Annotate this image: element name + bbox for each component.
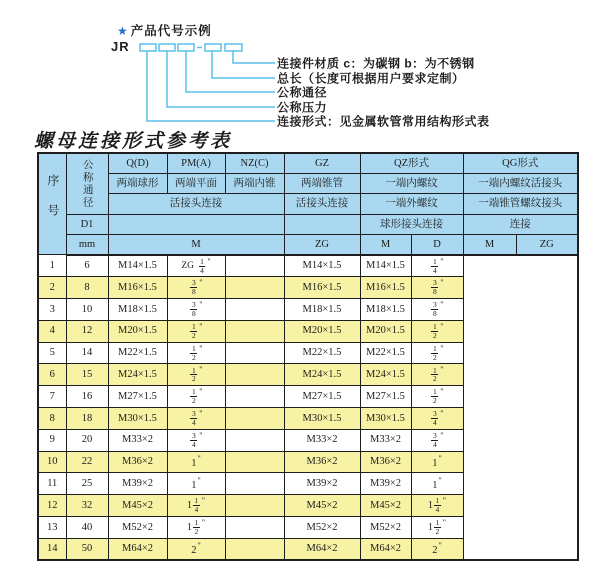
legend-label-length: 总长（长度可根据用户要求定制） — [277, 71, 465, 86]
header-pma-desc: 两端平面 — [167, 173, 225, 193]
header-qd: Q(D) — [108, 153, 167, 173]
cell-gz-zg: 1 $\frac{1}{4}$ " — [167, 495, 225, 517]
cell-qz-d: M64×2 — [284, 538, 360, 560]
cell-dn-mm: 14 — [66, 342, 108, 364]
legend-label-material: 连接件材质 c：为碳钢 b：为不锈钢 — [277, 56, 475, 71]
cell-qg-zg: $\frac{1}{2}$ " — [411, 386, 463, 408]
cell-qg-m: M33×2 — [360, 429, 411, 451]
cell-qz-d: M45×2 — [284, 495, 360, 517]
cell-dn-mm: 50 — [66, 538, 108, 560]
header-qz-m: M — [360, 235, 411, 255]
header-nzc: NZ(C) — [225, 153, 284, 173]
cell-qg-m: M64×2 — [360, 538, 411, 560]
header-qz-desc2: 一端外螺纹 — [360, 194, 463, 214]
cell-qz-m — [225, 429, 284, 451]
cell-qg-m: M24×1.5 — [360, 364, 411, 386]
code-digit-box — [178, 44, 194, 51]
cell-qz-d: M24×1.5 — [284, 364, 360, 386]
cell-index: 13 — [38, 517, 66, 539]
cell-qg-zg: $\frac{3}{8}$ " — [411, 277, 463, 299]
cell-qz-d: M27×1.5 — [284, 386, 360, 408]
cell-qg-zg: 1" — [411, 473, 463, 495]
cell-gz-zg: 1" — [167, 473, 225, 495]
cell-qg-zg: $\frac{1}{4}$ " — [411, 255, 463, 277]
cell-qz-d: M16×1.5 — [284, 277, 360, 299]
header-union-connection: 活接头连接 — [108, 194, 284, 214]
header-nominal-diameter-label: 公称通径 — [81, 158, 93, 209]
cell-qg-m: M18×1.5 — [360, 299, 411, 321]
table-row — [38, 517, 578, 539]
header-qg: QG形式 — [463, 153, 578, 173]
header-qd-desc: 两端球形 — [108, 173, 167, 193]
legend-label-connection: 连接形式：见金属软管常用结构形式表 — [277, 114, 490, 129]
table-row — [38, 299, 578, 321]
cell-index: 10 — [38, 451, 66, 473]
cell-qg-zg: 1 $\frac{1}{2}$ " — [411, 517, 463, 539]
cell-gz-zg: $\frac{1}{2}$ " — [167, 386, 225, 408]
cell-gz-zg: 1" — [167, 451, 225, 473]
header-qg-desc3: 连接 — [463, 214, 578, 234]
cell-qg-zg: $\frac{3}{4}$ " — [411, 429, 463, 451]
cell-qz-d: M20×1.5 — [284, 320, 360, 342]
legend-label-diameter: 公称通径 — [277, 85, 328, 100]
header-qg-desc1: 一端内螺纹活接头 — [463, 173, 578, 193]
cell-thread-m: M14×1.5 — [108, 255, 167, 277]
legend-label-pressure: 公称压力 — [277, 100, 328, 115]
cell-dn-mm: 8 — [66, 277, 108, 299]
header-qz-d: D — [411, 235, 463, 255]
star-icon: ★ — [117, 24, 129, 38]
cell-thread-m: M64×2 — [108, 538, 167, 560]
header-qg-m: M — [463, 235, 516, 255]
header-qz-desc1: 一端内螺纹 — [360, 173, 463, 193]
table-row — [38, 495, 578, 517]
table-row — [38, 473, 578, 495]
cell-gz-zg: $\frac{3}{4}$ " — [167, 408, 225, 430]
cell-dn-mm: 10 — [66, 299, 108, 321]
cell-index: 5 — [38, 342, 66, 364]
code-digit-box — [159, 44, 175, 51]
header-blank-m — [108, 214, 284, 234]
cell-qg-zg: $\frac{3}{8}$ " — [411, 299, 463, 321]
header-gz: GZ — [284, 153, 360, 173]
cell-dn-mm: 6 — [66, 255, 108, 277]
table-row — [38, 451, 578, 473]
cell-dn-mm: 22 — [66, 451, 108, 473]
table-body — [38, 255, 578, 560]
table-row — [38, 429, 578, 451]
cell-dn-mm: 15 — [66, 364, 108, 386]
cell-gz-zg: $\frac{3}{8}$ " — [167, 299, 225, 321]
cell-dn-mm: 18 — [66, 408, 108, 430]
cell-qg-m: M45×2 — [360, 495, 411, 517]
cell-index: 9 — [38, 429, 66, 451]
cell-qg-m: M20×1.5 — [360, 320, 411, 342]
cell-dn-mm: 40 — [66, 517, 108, 539]
code-prefix: JR — [111, 39, 130, 54]
cell-index: 11 — [38, 473, 66, 495]
cell-qg-m: M22×1.5 — [360, 342, 411, 364]
cell-qg-zg: 1" — [411, 451, 463, 473]
cell-thread-m: M24×1.5 — [108, 364, 167, 386]
cell-gz-zg: 1 $\frac{1}{2}$ " — [167, 517, 225, 539]
cell-thread-m: M52×2 — [108, 517, 167, 539]
header-qg-zg: ZG — [516, 235, 578, 255]
cell-qg-zg: 2" — [411, 538, 463, 560]
legend-line-connection — [147, 51, 275, 121]
cell-qz-d: M14×1.5 — [284, 255, 360, 277]
cell-gz-zg: $\frac{1}{2}$ " — [167, 364, 225, 386]
cell-index: 2 — [38, 277, 66, 299]
header-nzc-desc: 两端内锥 — [225, 173, 284, 193]
cell-qg-m: M30×1.5 — [360, 408, 411, 430]
cell-qz-m — [225, 473, 284, 495]
cell-qz-m — [225, 364, 284, 386]
cell-qz-m — [225, 517, 284, 539]
cell-qz-m — [225, 495, 284, 517]
cell-index: 4 — [38, 320, 66, 342]
table-row — [38, 342, 578, 364]
cell-qz-d: M30×1.5 — [284, 408, 360, 430]
cell-qz-m — [225, 320, 284, 342]
cell-index: 1 — [38, 255, 66, 277]
cell-thread-m: M20×1.5 — [108, 320, 167, 342]
cell-qg-zg: $\frac{1}{2}$ " — [411, 342, 463, 364]
cell-qg-m: M27×1.5 — [360, 386, 411, 408]
legend-line-pressure — [167, 51, 275, 107]
table-row — [38, 408, 578, 430]
diagram-heading-text: 产品代号示例 — [130, 24, 212, 38]
table-row — [38, 277, 578, 299]
code-digit-box — [205, 44, 221, 51]
cell-gz-zg: $\frac{1}{2}$ " — [167, 320, 225, 342]
cell-qg-m: M36×2 — [360, 451, 411, 473]
cell-dn-mm: 16 — [66, 386, 108, 408]
header-index — [38, 153, 66, 255]
cell-qg-m: M16×1.5 — [360, 277, 411, 299]
cell-qg-zg: $\frac{1}{2}$ " — [411, 364, 463, 386]
cell-qz-m — [225, 342, 284, 364]
cell-qz-d: M52×2 — [284, 517, 360, 539]
cell-thread-m: M33×2 — [108, 429, 167, 451]
cell-gz-zg: $\frac{1}{2}$ " — [167, 342, 225, 364]
header-gz-connection: 活接头连接 — [284, 194, 360, 214]
cell-qg-zg: $\frac{3}{4}$ " — [411, 408, 463, 430]
cell-index: 6 — [38, 364, 66, 386]
cell-thread-m: M22×1.5 — [108, 342, 167, 364]
legend-line-length — [212, 51, 275, 78]
cell-thread-m: M16×1.5 — [108, 277, 167, 299]
cell-dn-mm: 25 — [66, 473, 108, 495]
header-thread-zg: ZG — [284, 235, 360, 255]
cell-qz-d: M36×2 — [284, 451, 360, 473]
cell-gz-zg: $\frac{3}{8}$ " — [167, 277, 225, 299]
header-pma: PM(A) — [167, 153, 225, 173]
page-title: 螺母连接形式参考表 — [34, 131, 233, 152]
cell-dn-mm: 20 — [66, 429, 108, 451]
header-index-label: 序号 — [45, 174, 60, 235]
cell-thread-m: M36×2 — [108, 451, 167, 473]
code-digit-box — [225, 44, 242, 51]
nut-connection-table — [37, 152, 579, 561]
cell-qz-m — [225, 277, 284, 299]
cell-qz-m — [225, 451, 284, 473]
header-qz: QZ形式 — [360, 153, 463, 173]
cell-thread-m: M45×2 — [108, 495, 167, 517]
cell-gz-zg: $\frac{3}{4}$ " — [167, 429, 225, 451]
cell-index: 14 — [38, 538, 66, 560]
cell-qz-m — [225, 538, 284, 560]
diagram-heading — [117, 21, 212, 39]
cell-gz-zg: ZG $\frac{1}{4}$ " — [167, 255, 225, 277]
header-qg-desc2: 一端锥管螺纹接头 — [463, 194, 578, 214]
table-row — [38, 386, 578, 408]
cell-thread-m: M27×1.5 — [108, 386, 167, 408]
cell-dn-mm: 12 — [66, 320, 108, 342]
cell-qg-m: M39×2 — [360, 473, 411, 495]
cell-qz-m — [225, 255, 284, 277]
header-gz-desc: 两端锥管 — [284, 173, 360, 193]
cell-thread-m: M30×1.5 — [108, 408, 167, 430]
cell-qz-d: M39×2 — [284, 473, 360, 495]
cell-qz-m — [225, 408, 284, 430]
table-row — [38, 320, 578, 342]
cell-gz-zg: 2" — [167, 538, 225, 560]
cell-qg-m: M52×2 — [360, 517, 411, 539]
cell-qg-zg: $\frac{1}{2}$ " — [411, 320, 463, 342]
header-d1: D1 — [66, 214, 108, 234]
header-thread-m: M — [108, 235, 284, 255]
header-blank-gz — [284, 214, 360, 234]
cell-dn-mm: 32 — [66, 495, 108, 517]
cell-thread-m: M39×2 — [108, 473, 167, 495]
header-nominal-diameter — [66, 153, 108, 214]
cell-index: 7 — [38, 386, 66, 408]
cell-qz-d: M33×2 — [284, 429, 360, 451]
cell-qz-m — [225, 386, 284, 408]
table-row — [38, 364, 578, 386]
cell-qg-zg: 1 $\frac{1}{4}$ " — [411, 495, 463, 517]
cell-qz-m — [225, 299, 284, 321]
code-digit-box — [140, 44, 156, 51]
cell-index: 12 — [38, 495, 66, 517]
table-row — [38, 538, 578, 560]
table-header — [38, 153, 578, 255]
cell-qg-m: M14×1.5 — [360, 255, 411, 277]
cell-qz-d: M22×1.5 — [284, 342, 360, 364]
cell-qz-d: M18×1.5 — [284, 299, 360, 321]
legend-line-diameter — [186, 51, 275, 92]
header-mm: mm — [66, 235, 108, 255]
cell-thread-m: M18×1.5 — [108, 299, 167, 321]
legend-line-material — [233, 51, 275, 63]
product-code-diagram — [0, 0, 600, 130]
header-qz-desc3: 球形接头连接 — [360, 214, 463, 234]
table-row — [38, 255, 578, 277]
cell-index: 8 — [38, 408, 66, 430]
cell-index: 3 — [38, 299, 66, 321]
